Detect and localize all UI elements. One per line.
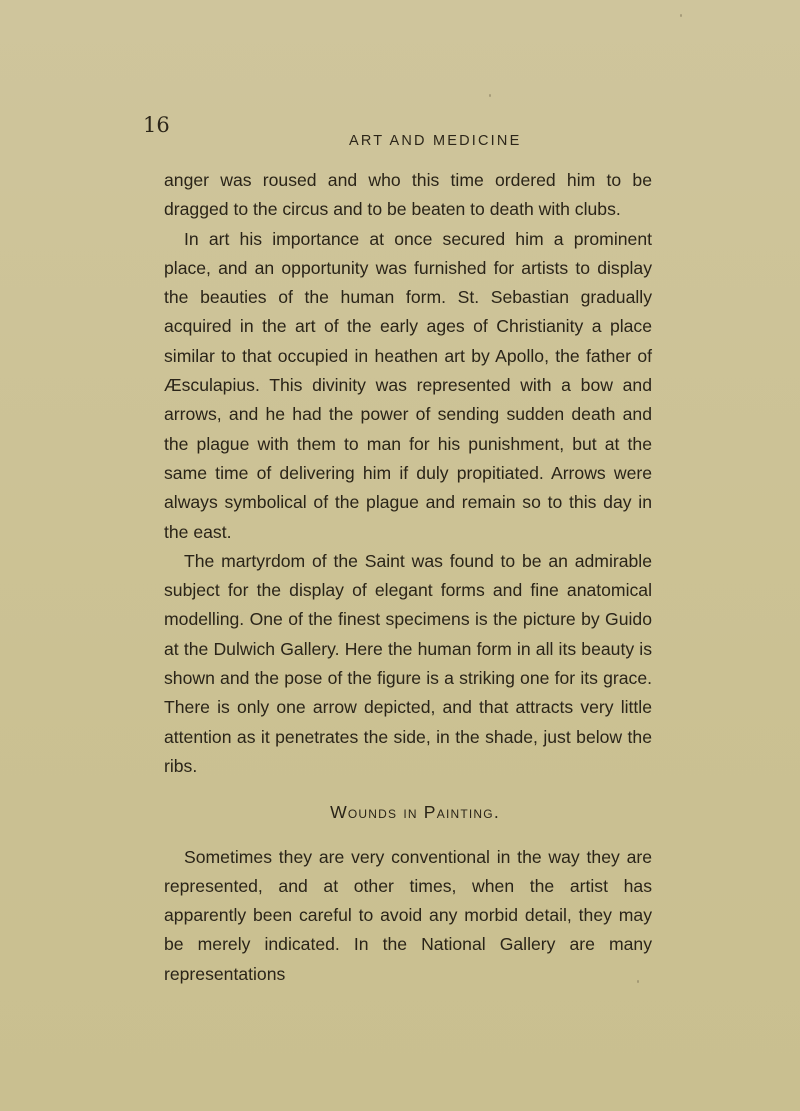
- paper-speck: [680, 14, 682, 17]
- running-head: ART AND MEDICINE: [349, 133, 522, 149]
- body-text: [164, 166, 652, 989]
- paragraph-continuation: anger was roused and who this time ordered him to be dragged to the circus and to be beaten to death with clubs.: [164, 170, 652, 220]
- paragraph-martyrdom: The martyrdom of the Saint was found to be an admirable subject for the display of elegant forms and fine anatomical modelling. One of the finest specimens is the picture by Guido at the Dulwich Gallery. Here the human form in all its beauty is shown and the pose of the figure is a striking one for its grace. There is only one arrow depicted, and that attracts very little attention as it penetrates the side, in the shade, just below the ribs.: [164, 550, 652, 776]
- section-heading: Wounds in Painting.: [330, 802, 500, 823]
- paper-speck: [489, 94, 491, 97]
- page-number: 16: [143, 113, 170, 137]
- paragraph-art-importance: In art his importance at once secured him a prominent place, and an opportunity was furnished for artists to display the beauties of the human form. St. Sebastian gradually acquired in the art of the early ages of Christianity a place similar to that occupied in heathen art by Apollo, the father of Æsculapius. This divinity was represented with a bow and arrows, and he had the power of sending sudden death and the plague with them to man for his punishment, but at the same time of delivering him if duly propitiated. Arrows were always symbolical of the plague and remain so to this day in the east.: [164, 228, 652, 542]
- paragraph-wounds: Sometimes they are very conventional in the way they are represented, and at other times, when the artist has apparently been careful to avoid any morbid detail, they may be merely indicated. In the National Gallery are many representations: [164, 846, 652, 984]
